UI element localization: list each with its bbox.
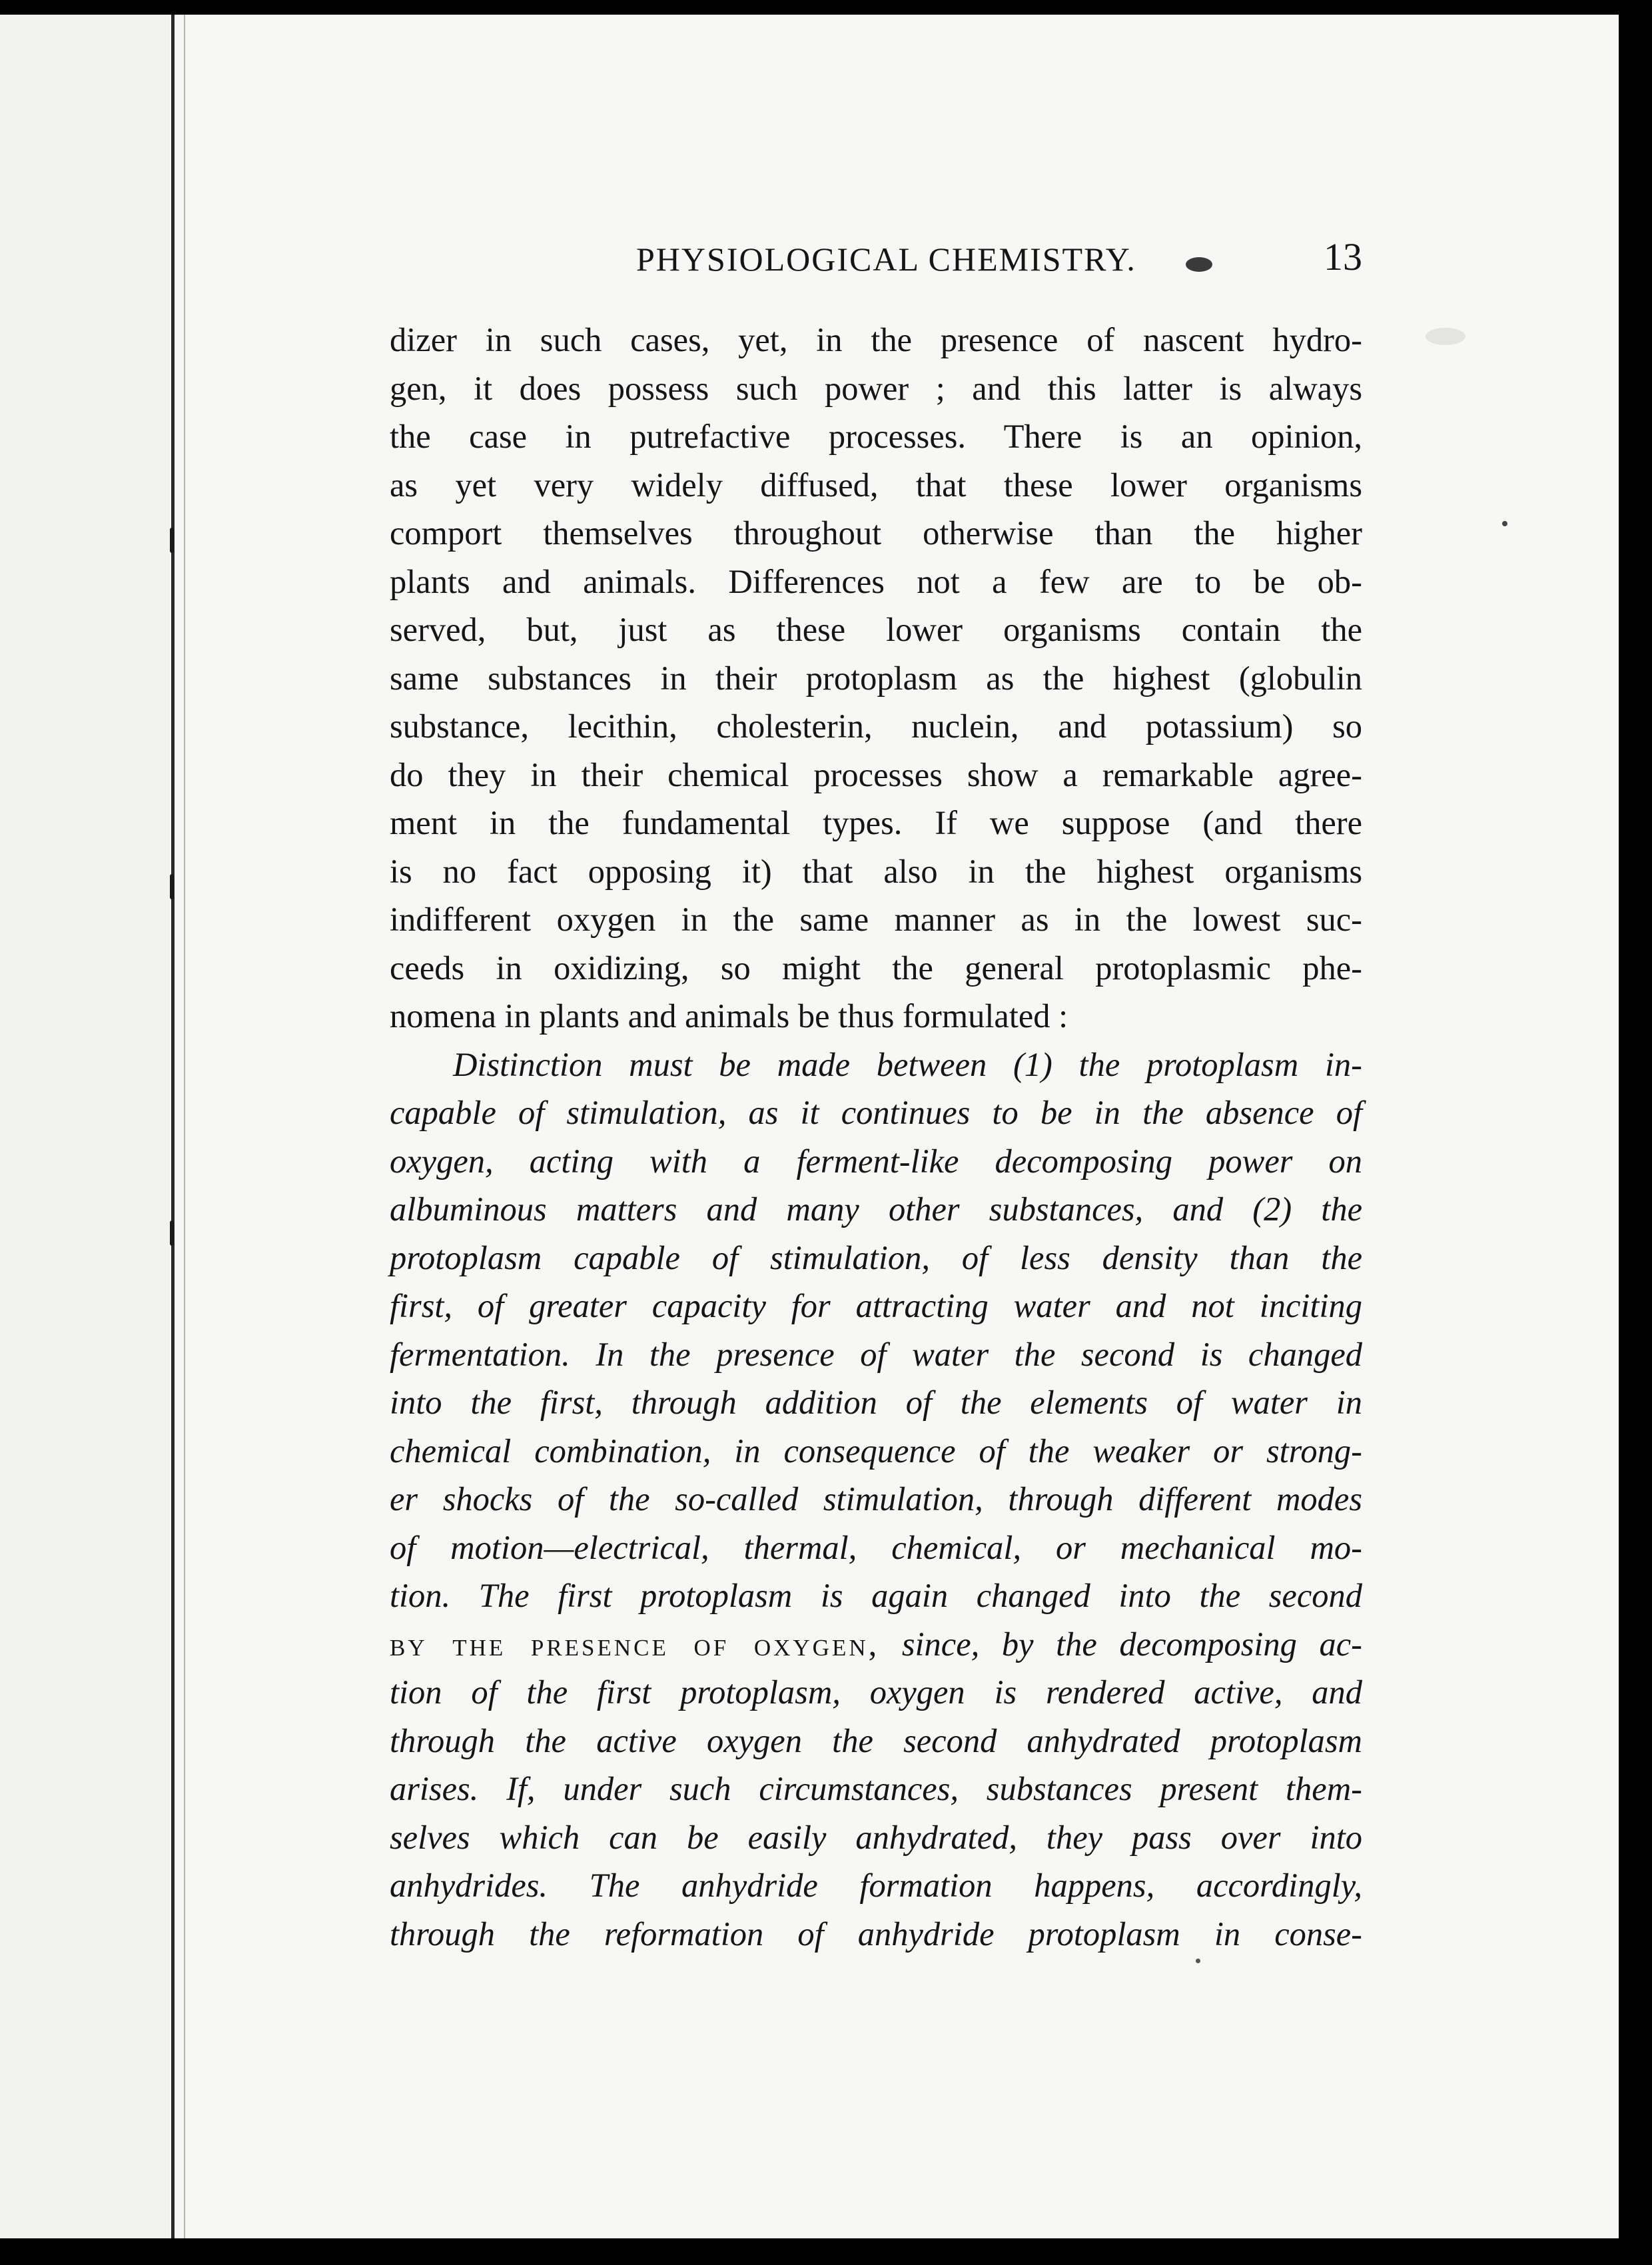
text-line: oxygen, acting with a ferment-like decomposing power on [390, 1142, 1362, 1180]
text-line: chemical combination, in consequence of the weaker or strong- [390, 1432, 1362, 1470]
left-margin [0, 15, 170, 2238]
text-line: ment in the fundamental types. If we suppose (and there [390, 804, 1362, 841]
text-line: as yet very widely diffused, that these lower organisms [390, 466, 1362, 504]
text-line: through the reformation of anhydride protoplasm in conse- [390, 1915, 1362, 1953]
small-caps-phrase: by the presence of oxygen, [390, 1625, 880, 1663]
text-line: substance, lecithin, cholesterin, nuclein, and potassium) so [390, 707, 1362, 745]
text-line: anhydrides. The anhydride formation happens, accordingly, [390, 1867, 1362, 1904]
binding-mark [165, 528, 179, 553]
ink-speck [1196, 1959, 1200, 1963]
text-line: protoplasm capable of stimulation, of less density than the [390, 1238, 1362, 1276]
text-line: ceeds in oxidizing, so might the general protoplasmic phe- [390, 949, 1362, 987]
text-line: is no fact opposing it) that also in the highest organisms [390, 852, 1362, 890]
text-line: albuminous matters and many other substances, and (2) the [390, 1190, 1362, 1228]
text-line: do they in their chemical processes show a remarkable agree- [390, 755, 1362, 793]
page-number: 13 [1324, 235, 1362, 278]
text-line: fermentation. In the presence of water the second is changed [390, 1335, 1362, 1373]
text-line: gen, it does possess such power ; and this latter is always [390, 369, 1362, 407]
text-line: nomena in plants and animals be thus formulated : [390, 997, 1068, 1035]
paper-blemish [1426, 328, 1465, 345]
text-line: tion. The first protoplasm is again changed into the second [390, 1577, 1362, 1614]
text-line: capable of stimulation, as it continues to be in the absence of [390, 1094, 1362, 1131]
text-line-mixed [390, 1620, 1362, 1669]
text-line: comport themselves throughout otherwise than the higher [390, 514, 1362, 552]
book-page [0, 15, 1619, 2238]
running-head: PHYSIOLOGICAL CHEMISTRY. [636, 240, 1136, 278]
text-segment: since, by the decomposing ac- [879, 1625, 1362, 1663]
text-line: of motion—electrical, thermal, chemical, or mechanical mo- [390, 1528, 1362, 1566]
text-line: indifferent oxygen in the same manner as in the lowest suc- [390, 901, 1362, 938]
text-line: first, of greater capacity for attracting water and not inciting [390, 1287, 1362, 1324]
gutter-line [171, 15, 175, 2238]
ink-speck [1502, 521, 1507, 526]
binding-mark [165, 874, 179, 899]
text-line: Distinction must be made between (1) the protoplasm in- [453, 1045, 1362, 1083]
text-line: selves which can be easily anhydrated, they pass over into [390, 1818, 1362, 1856]
text-line: tion of the first protoplasm, oxygen is rendered active, and [390, 1673, 1362, 1711]
text-line: er shocks of the so-called stimulation, through different modes [390, 1480, 1362, 1518]
text-line: into the first, through addition of the elements of water in [390, 1384, 1362, 1421]
scan-right-border [1619, 0, 1652, 2265]
text-line: the case in putrefactive processes. There is an opinion, [390, 418, 1362, 455]
page-header [390, 228, 1362, 288]
scan-top-border [0, 0, 1652, 15]
body-text [390, 316, 1362, 1958]
printer-ornament [1186, 257, 1212, 272]
text-line: through the active oxygen the second anhydrated protoplasm [390, 1721, 1362, 1759]
gutter-shadow-line [184, 15, 185, 2238]
text-line: served, but, just as these lower organisms contain the [390, 611, 1362, 648]
text-line: plants and animals. Differences not a few are to be ob- [390, 562, 1362, 600]
scan-bottom-border [0, 2238, 1652, 2265]
text-line: same substances in their protoplasm as the highest (globulin [390, 659, 1362, 697]
text-line: arises. If, under such circumstances, substances present them- [390, 1770, 1362, 1807]
text-line: dizer in such cases, yet, in the presence of nascent hydro- [390, 321, 1362, 358]
binding-mark [165, 1220, 179, 1246]
